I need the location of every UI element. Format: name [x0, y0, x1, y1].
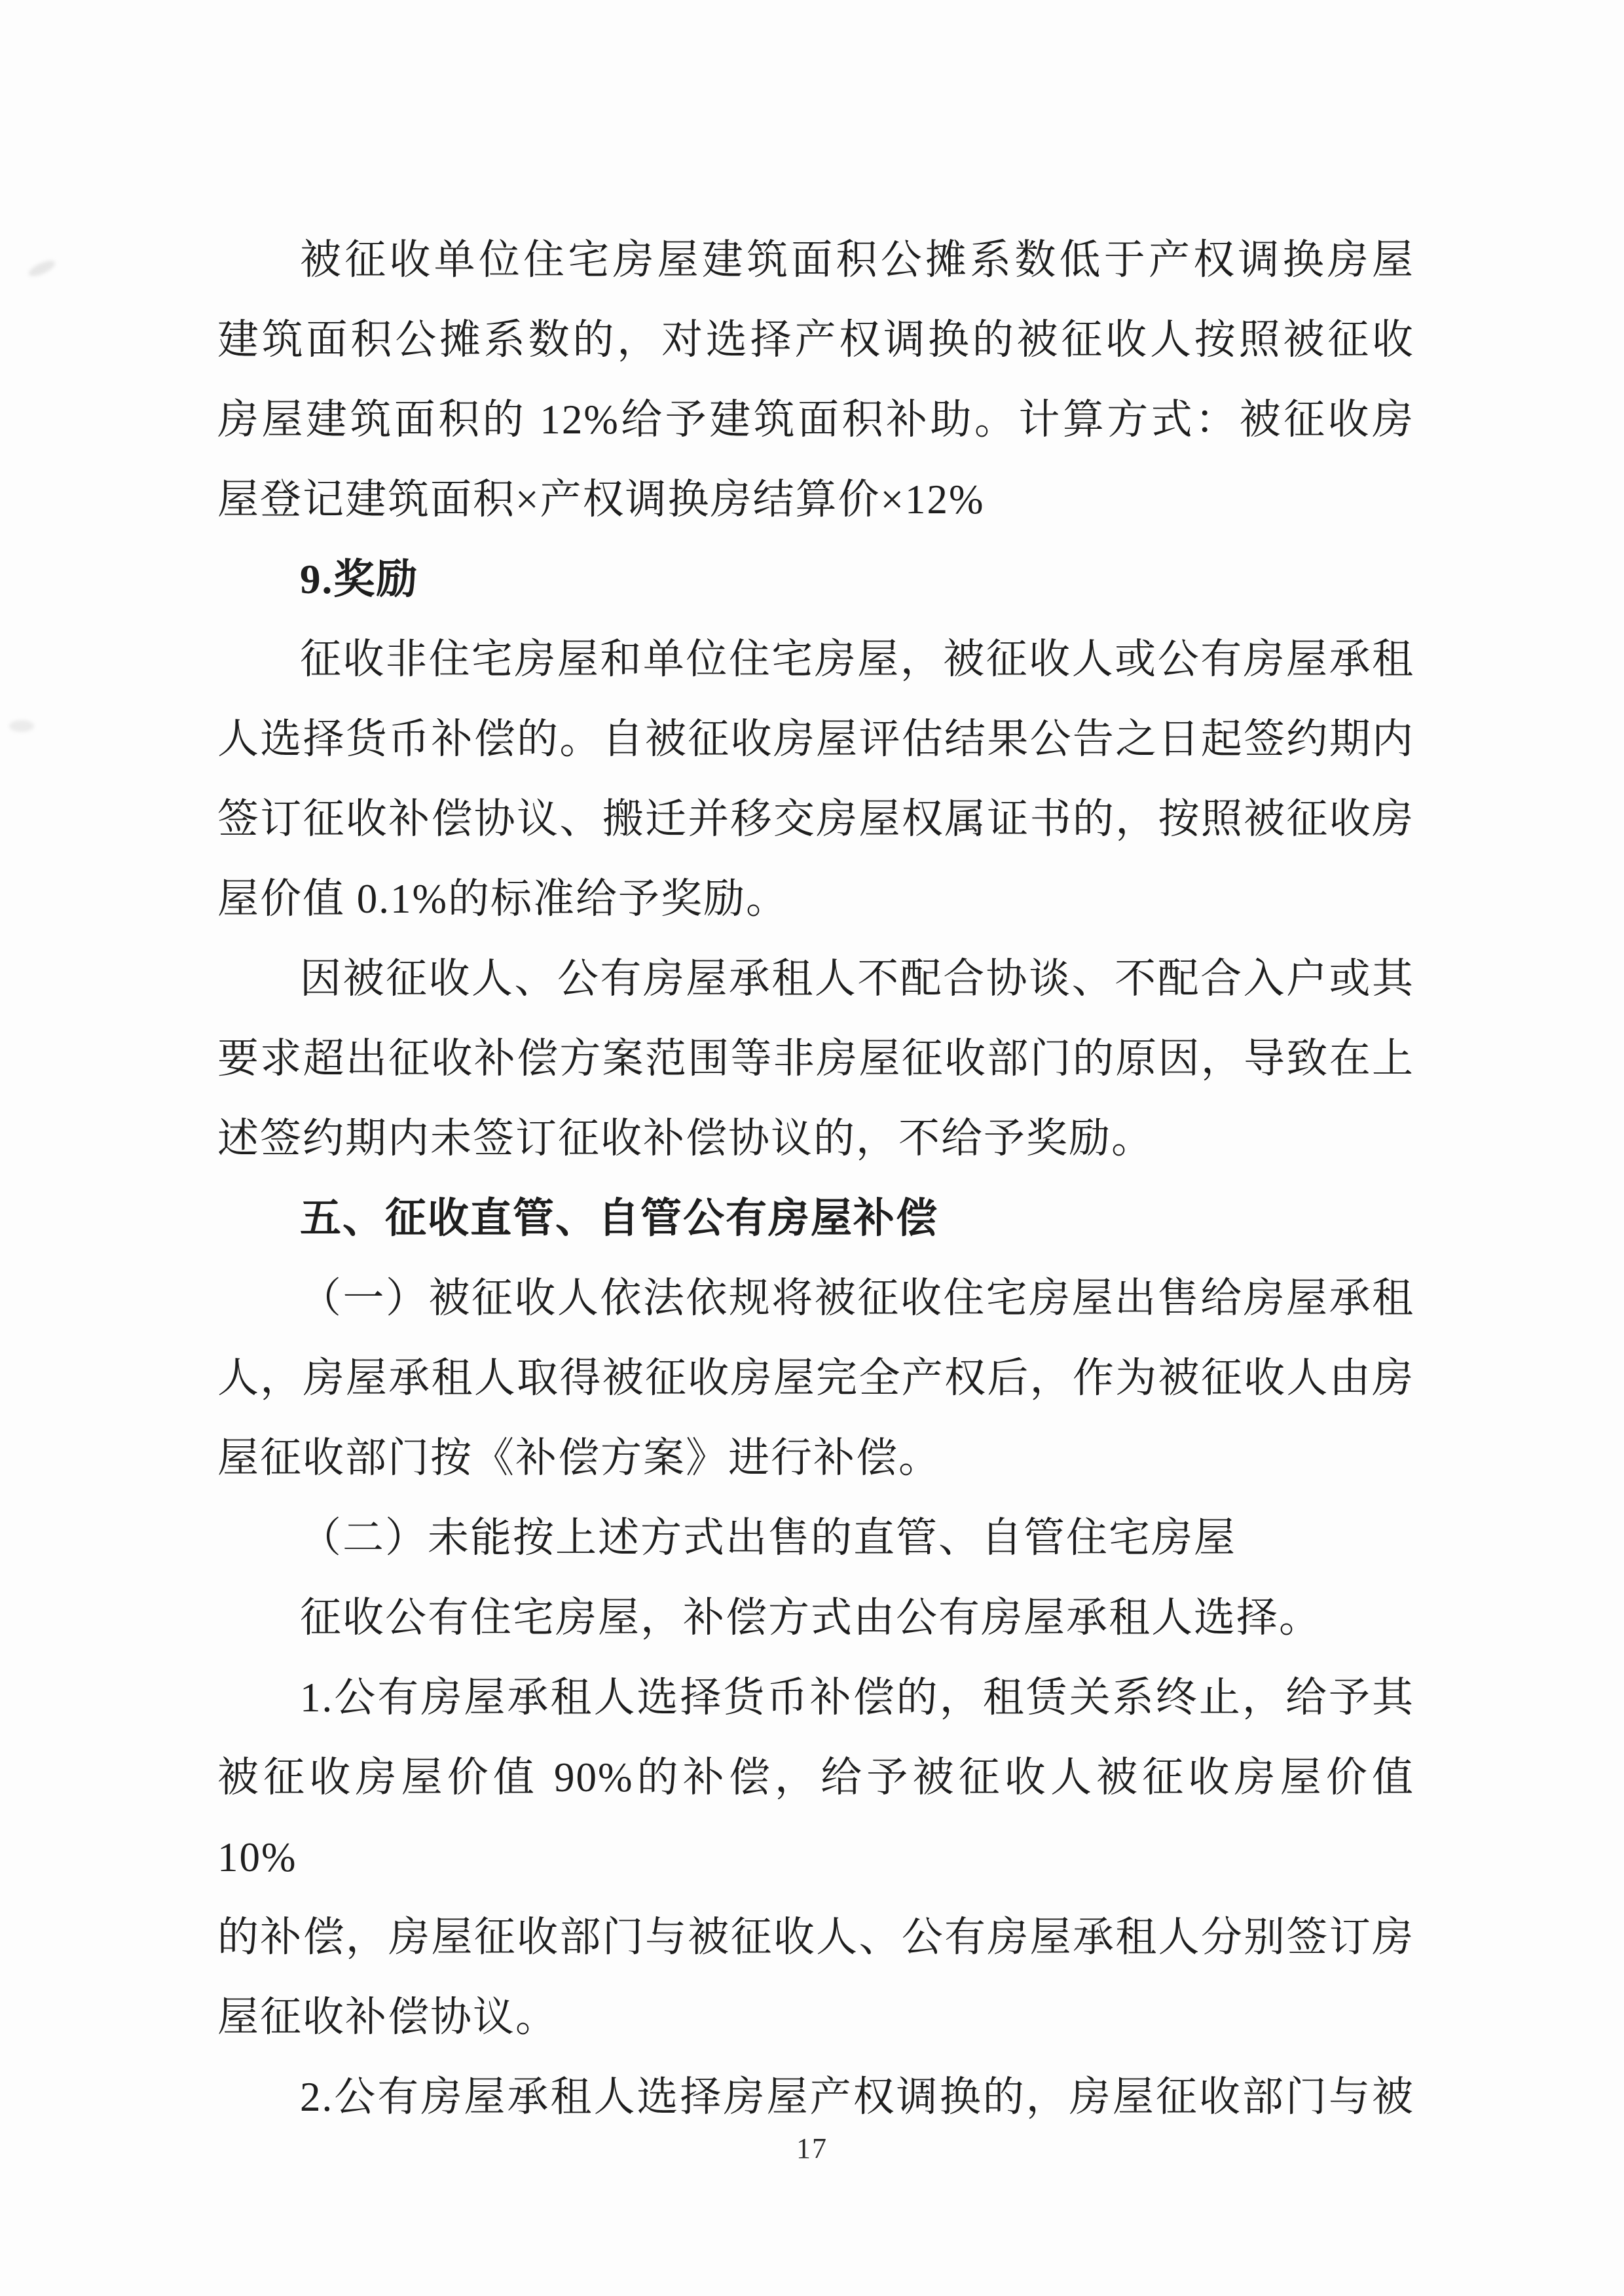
scan-artifact	[9, 720, 34, 732]
text-line: 屋登记建筑面积×产权调换房结算价×12%	[217, 477, 985, 522]
text-line: 因被征收人、公有房屋承租人不配合协谈、不配合入户或其	[300, 956, 1414, 1002]
heading-section-5: 五、征收直管、自管公有房屋补偿	[300, 1195, 938, 1241]
heading-9-reward: 9.奖励	[300, 556, 419, 602]
text-line: 的补偿，房屋征收部门与被征收人、公有房屋承租人分别签订房	[217, 1914, 1414, 1960]
text-line: （一）被征收人依法依规将被征收住宅房屋出售给房屋承租	[300, 1275, 1414, 1321]
scan-artifact	[27, 257, 58, 279]
text-line: 人，房屋承租人取得被征收房屋完全产权后，作为被征收人由房	[217, 1355, 1414, 1401]
text-line: 屋征收部门按《补偿方案》进行补偿。	[217, 1435, 941, 1481]
text-line: 屋价值 0.1%的标准给予奖励。	[217, 876, 788, 922]
document-body	[217, 220, 1414, 2137]
text-line: 建筑面积公摊系数的，对选择产权调换的被征收人按照被征收	[217, 317, 1414, 363]
text-line: 1.公有房屋承租人选择货币补偿的，租赁关系终止，给予其	[300, 1675, 1414, 1721]
page-number: 17	[796, 2132, 828, 2164]
text-line: 被征收房屋价值 90%的补偿，给予被征收人被征收房屋价值 10%	[217, 1755, 1414, 1880]
text-line: （二）未能按上述方式出售的直管、自管住宅房屋	[300, 1515, 1236, 1561]
text-line: 屋征收补偿协议。	[217, 1994, 558, 2040]
text-line: 房屋建筑面积的 12%给予建筑面积补助。计算方式：被征收房	[217, 397, 1414, 443]
text-line: 签订征收补偿协议、搬迁并移交房屋权属证书的，按照被征收房	[217, 796, 1414, 842]
text-line: 征收公有住宅房屋，补偿方式由公有房屋承租人选择。	[300, 1595, 1321, 1641]
text-line: 2.公有房屋承租人选择房屋产权调换的，房屋征收部门与被	[300, 2074, 1414, 2120]
text-line: 征收非住宅房屋和单位住宅房屋，被征收人或公有房屋承租	[300, 636, 1414, 682]
text-line: 被征收单位住宅房屋建筑面积公摊系数低于产权调换房屋	[300, 237, 1414, 283]
text-line: 人选择货币补偿的。自被征收房屋评估结果公告之日起签约期内	[217, 716, 1414, 762]
text-line: 要求超出征收补偿方案范围等非房屋征收部门的原因，导致在上	[217, 1036, 1414, 1082]
text-line: 述签约期内未签订征收补偿协议的，不给予奖励。	[217, 1116, 1154, 1161]
